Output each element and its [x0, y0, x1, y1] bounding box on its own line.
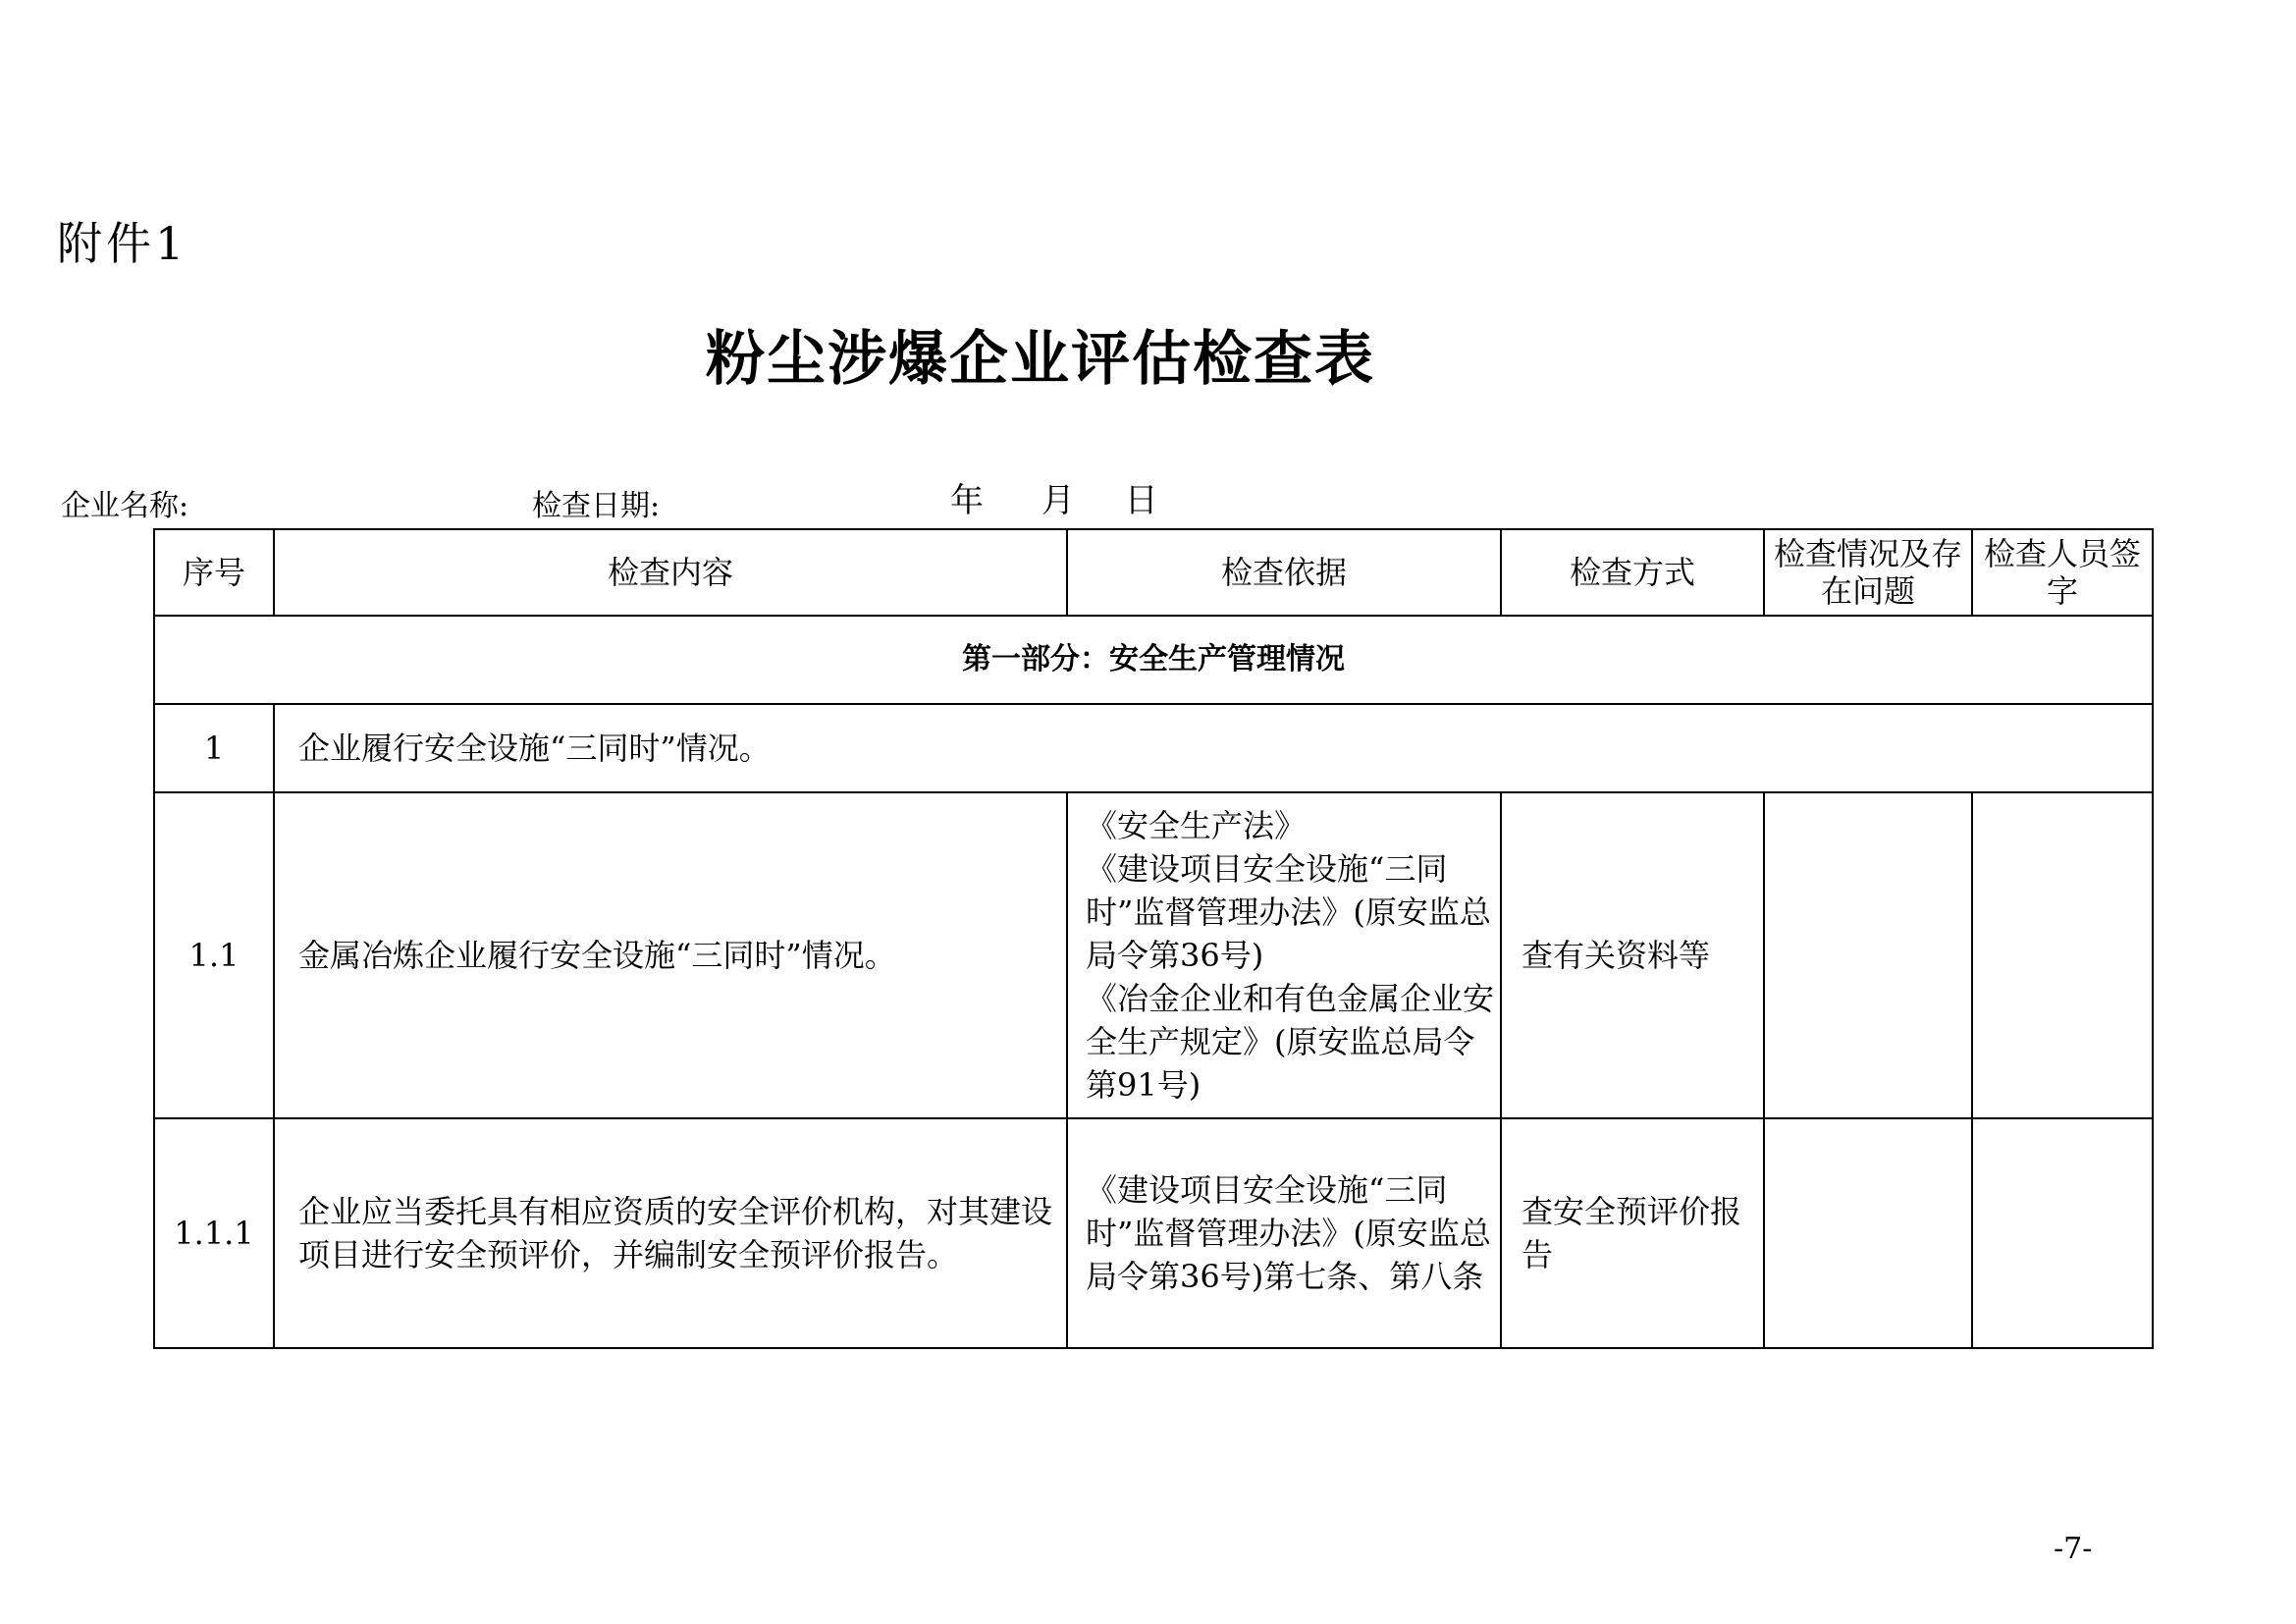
basis-item: 《冶金企业和有色金属企业安全生产规定》(原安监总局令第91号) [1086, 980, 1495, 1104]
month-label: 月 [1041, 481, 1075, 520]
basis-item: 《安全生产法》 [1086, 807, 1307, 844]
basis-item: 《建设项目安全设施“三同时”监督管理办法》(原安监总局令第36号)第七条、第八条 [1086, 1171, 1491, 1295]
row-result-cell[interactable] [1764, 1118, 1972, 1348]
row-result-cell[interactable] [1764, 792, 1972, 1118]
document-title: 粉尘涉爆企业评估检查表 [706, 325, 1375, 394]
table-row [154, 792, 2153, 1118]
basis-item: 《建设项目安全设施“三同时”监督管理办法》(原安监总局令第36号) [1086, 850, 1491, 974]
page-number: -7- [2054, 1532, 2093, 1566]
section-row [154, 616, 2153, 704]
row-sign-cell[interactable] [1972, 792, 2153, 1118]
col-header-result: 检查情况及存在问题 [1764, 529, 1972, 616]
col-header-seq: 序号 [154, 529, 274, 616]
year-label: 年 [950, 481, 984, 520]
company-name-label: 企业名称: [61, 489, 189, 523]
row-basis [1067, 792, 1501, 1118]
row-sign-cell[interactable] [1972, 1118, 2153, 1348]
inspection-date-label: 检查日期: [532, 489, 661, 523]
col-header-content: 检查内容 [274, 529, 1067, 616]
table-row [154, 1118, 2153, 1348]
day-label: 日 [1124, 481, 1158, 520]
row-basis [1067, 1118, 1501, 1348]
inspection-table [153, 528, 2154, 1349]
table-row [154, 704, 2153, 792]
row-content: 企业履行安全设施“三同时”情况。 [274, 704, 2153, 792]
col-header-sign: 检查人员签字 [1972, 529, 2153, 616]
col-header-basis: 检查依据 [1067, 529, 1501, 616]
attachment-label: 附件1 [57, 217, 188, 270]
table-header-row [154, 529, 2153, 616]
row-seq: 1 [154, 704, 274, 792]
row-content: 金属冶炼企业履行安全设施“三同时”情况。 [274, 792, 1067, 1118]
row-content: 企业应当委托具有相应资质的安全评价机构，对其建设项目进行安全预评价，并编制安全预评价报告。 [274, 1118, 1067, 1348]
section-title: 第一部分：安全生产管理情况 [154, 616, 2153, 704]
row-method: 查安全预评价报告 [1501, 1118, 1764, 1348]
row-seq: 1.1 [154, 792, 274, 1118]
row-method: 查有关资料等 [1501, 792, 1764, 1118]
date-fields [950, 473, 1158, 521]
row-seq: 1.1.1 [154, 1118, 274, 1348]
col-header-method: 检查方式 [1501, 529, 1764, 616]
